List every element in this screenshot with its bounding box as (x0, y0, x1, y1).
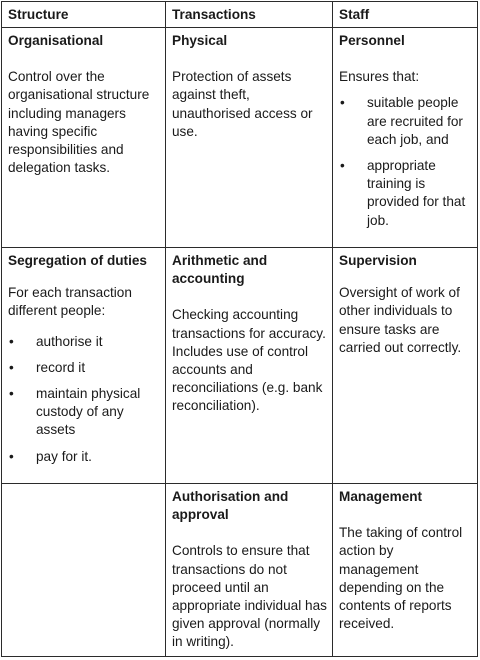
list-item: • record it (8, 359, 160, 377)
cell-title: Physical (172, 33, 228, 48)
cell-text: Checking accounting transactions for accuracy. Includes use of control accounts and reconciliations (e.g. bank reconciliation). (172, 307, 326, 414)
list-item: • appropriate training is provided for that job. (339, 157, 472, 230)
cell-text: Protection of assets against theft, unauthorised access or use. (172, 69, 313, 139)
list-item: • suitable people are recruited for each job, and (339, 94, 472, 149)
bullet-list (339, 94, 472, 229)
header-row (2, 2, 478, 28)
list-item: • maintain physical custody of any assets (8, 385, 160, 440)
cell-empty (2, 484, 166, 657)
column-header-staff: Staff (333, 2, 478, 28)
cell-title: Organisational (8, 33, 104, 48)
table-row (2, 28, 478, 248)
cell-text: Oversight of work of other individuals to ensure tasks are carried out correctly. (339, 285, 462, 355)
cell-title: Authorisation and approval (172, 489, 289, 523)
table-row (2, 484, 478, 657)
cell-physical (166, 28, 333, 248)
cell-text: Controls to ensure that transactions do not proceed until an appropriate individual has given approval (normally in writing). (172, 543, 327, 650)
cell-text: Ensures that: (339, 69, 420, 85)
cell-title: Supervision (339, 253, 417, 268)
cell-title: Management (339, 489, 423, 504)
cell-authorisation-and-approval (166, 484, 333, 657)
cell-segregation-of-duties (2, 248, 166, 484)
list-item: • authorise it (8, 333, 160, 351)
cell-text: Control over the organisational structure including managers having specific responsibilities and delegation tasks. (8, 69, 150, 176)
cell-organisational (2, 28, 166, 248)
table-row (2, 248, 478, 484)
cell-personnel (333, 28, 478, 248)
column-header-structure: Structure (2, 2, 166, 28)
cell-supervision (333, 248, 478, 484)
internal-controls-table (1, 1, 478, 657)
cell-title: Personnel (339, 33, 405, 48)
bullet-list (8, 333, 160, 466)
cell-text: The taking of control action by management depending on the contents of reports received. (339, 525, 463, 632)
column-header-transactions: Transactions (166, 2, 333, 28)
cell-title: Arithmetic and accounting (172, 253, 268, 287)
cell-title: Segregation of duties (8, 253, 147, 268)
cell-arithmetic-and-accounting (166, 248, 333, 484)
cell-text: For each transaction different people: (8, 285, 132, 319)
cell-management (333, 484, 478, 657)
list-item: • pay for it. (8, 448, 160, 466)
